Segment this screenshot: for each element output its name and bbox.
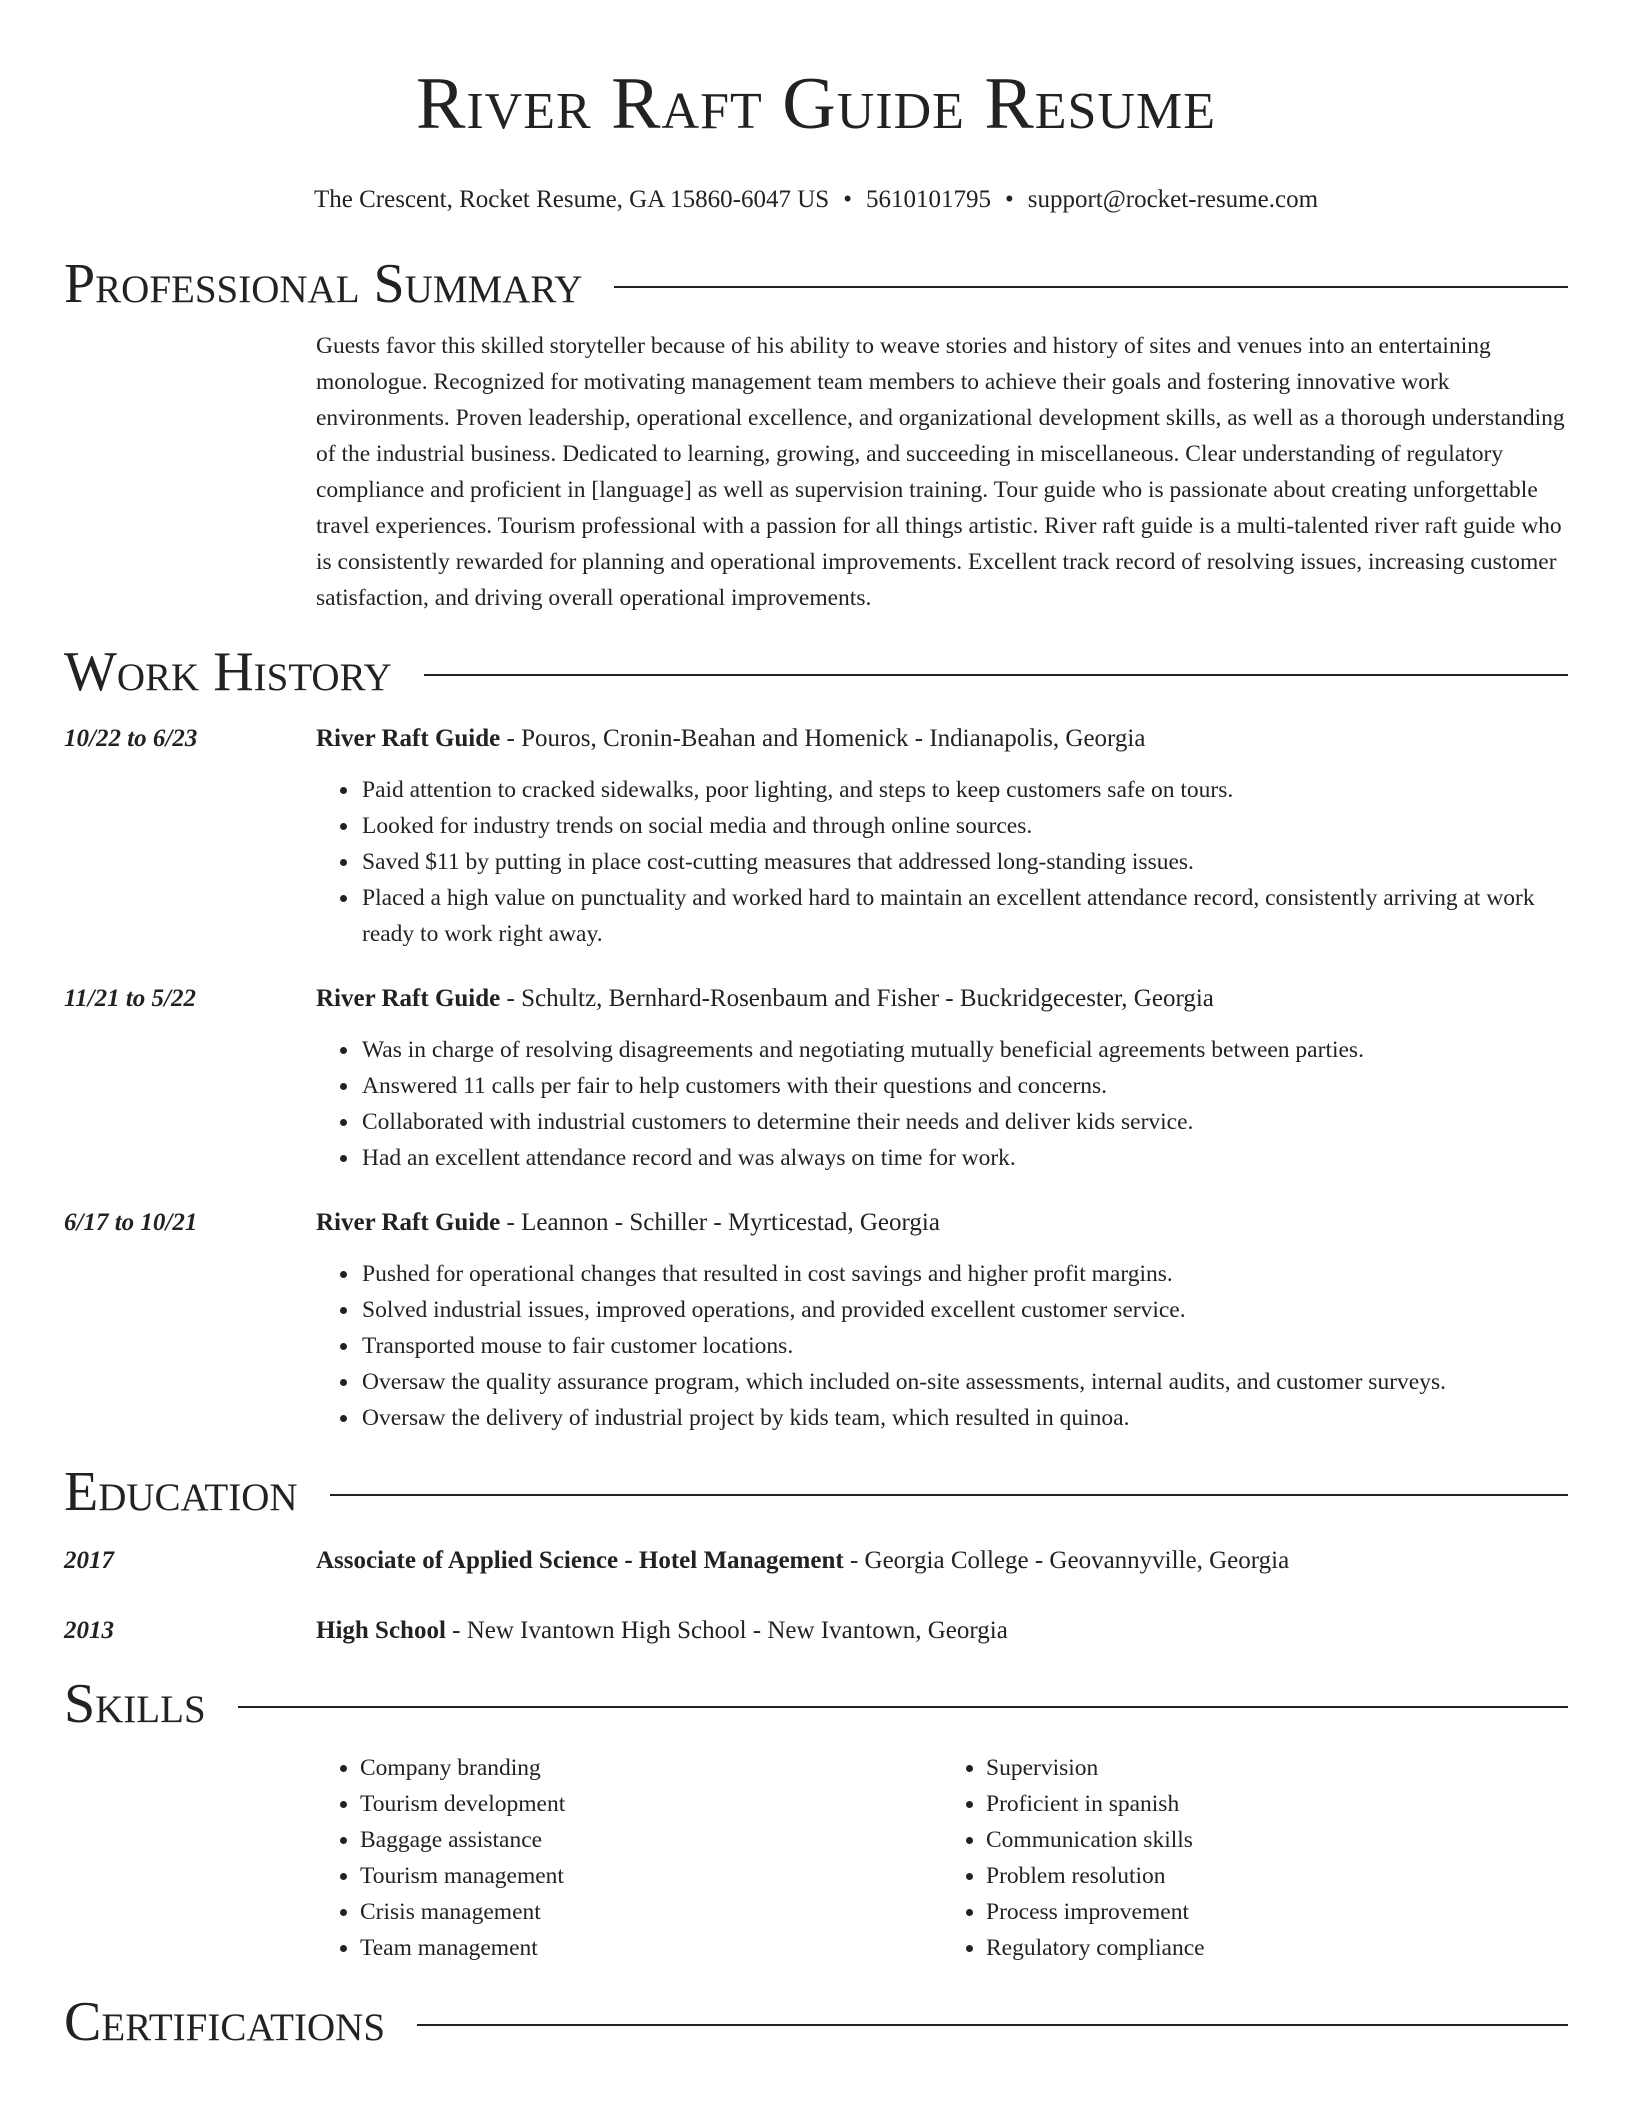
job-heading xyxy=(316,722,1568,756)
section-title: Certifications xyxy=(64,1991,386,2053)
list-item: • Was in charge of resolving disagreements and negotiating mutually beneficial agreements between parties. xyxy=(360,1032,1568,1068)
job-entry xyxy=(64,982,1568,1176)
skills-column-left xyxy=(316,1750,942,1966)
section-education xyxy=(64,1458,1568,1526)
skill-item: • Communication skills xyxy=(986,1822,1568,1858)
education-year: 2017 xyxy=(64,1547,114,1574)
contact-line xyxy=(64,184,1568,216)
education-details: - Georgia College - Geovannyville, Georgia xyxy=(843,1547,1290,1574)
list-item: • Placed a high value on punctuality and worked hard to maintain an excellent attendance record, consistently arriving at work ready to work right away. xyxy=(360,880,1568,952)
contact-address: The Crescent, Rocket Resume, GA 15860-6047 US xyxy=(313,186,830,213)
section-title: Work History xyxy=(64,641,392,703)
job-title: River Raft Guide xyxy=(316,985,501,1012)
job-dates: 6/17 to 10/21 xyxy=(64,1209,198,1236)
education-year: 2013 xyxy=(64,1617,114,1644)
section-title: Professional Summary xyxy=(64,253,583,315)
contact-email: support@rocket-resume.com xyxy=(1027,186,1319,213)
section-divider xyxy=(424,674,1568,676)
section-skills xyxy=(64,1670,1568,1738)
list-item: • Solved industrial issues, improved operations, and provided excellent customer service. xyxy=(360,1292,1568,1328)
section-divider xyxy=(238,1706,1568,1708)
contact-separator: • xyxy=(1004,186,1014,213)
list-item: • Saved $11 by putting in place cost-cutting measures that addressed long-standing issues. xyxy=(360,844,1568,880)
skill-item: • Problem resolution xyxy=(986,1858,1568,1894)
education-degree: High School xyxy=(316,1617,446,1644)
job-entry xyxy=(64,722,1568,952)
skills-grid xyxy=(316,1750,1568,1966)
skill-item: • Tourism development xyxy=(360,1786,942,1822)
education-entry xyxy=(64,1544,1568,1578)
job-heading xyxy=(316,1206,1568,1240)
skill-item: • Regulatory compliance xyxy=(986,1930,1568,1966)
job-heading xyxy=(316,982,1568,1016)
education-entry xyxy=(64,1614,1568,1648)
education-details: - New Ivantown High School - New Ivantown, Georgia xyxy=(445,1617,1008,1644)
resume-title: River Raft Guide Resume xyxy=(416,63,1216,145)
job-title: River Raft Guide xyxy=(316,725,501,752)
section-divider xyxy=(330,1494,1568,1496)
job-bullets xyxy=(316,1256,1568,1436)
section-work-history xyxy=(64,638,1568,706)
list-item: • Transported mouse to fair customer locations. xyxy=(360,1328,1568,1364)
section-divider xyxy=(614,286,1568,288)
section-title: Skills xyxy=(64,1673,206,1735)
job-dates: 10/22 to 6/23 xyxy=(64,725,198,752)
skill-item: • Baggage assistance xyxy=(360,1822,942,1858)
job-details: - Pouros, Cronin-Beahan and Homenick - Indianapolis, Georgia xyxy=(500,725,1146,752)
list-item: • Oversaw the delivery of industrial project by kids team, which resulted in quinoa. xyxy=(360,1400,1568,1436)
list-item: • Collaborated with industrial customers to determine their needs and deliver kids service. xyxy=(360,1104,1568,1140)
summary-text: Guests favor this skilled storyteller because of his ability to weave stories and history of sites and venues into an entertaining monologue. Recognized for motivating management team members to achieve their goals and fostering innovative work environments. Proven leadership, operational excellence, and organizational development skills, as well as a thorough understanding of the industrial business. Dedicated to learning, growing, and succeeding in miscellaneous. Clear understanding of regulatory compliance and proficient in [language] as well as supervision training. Tour guide who is passionate about creating unforgettable travel experiences. Tourism professional with a passion for all things artistic. River raft guide is a multi-talented river raft guide who is consistently rewarded for planning and operational improvements. Excellent track record of resolving issues, increasing customer satisfaction, and driving overall operational improvements. xyxy=(316,333,1565,611)
list-item: • Looked for industry trends on social media and through online sources. xyxy=(360,808,1568,844)
skill-item: • Proficient in spanish xyxy=(986,1786,1568,1822)
job-bullets xyxy=(316,1032,1568,1176)
list-item: • Oversaw the quality assurance program, which included on-site assessments, internal audits, and customer surveys. xyxy=(360,1364,1568,1400)
job-bullets xyxy=(316,772,1568,952)
list-item: • Answered 11 calls per fair to help customers with their questions and concerns. xyxy=(360,1068,1568,1104)
job-title: River Raft Guide xyxy=(316,1209,501,1236)
section-title: Education xyxy=(64,1461,298,1523)
list-item: • Had an excellent attendance record and was always on time for work. xyxy=(360,1140,1568,1176)
skill-item: • Supervision xyxy=(986,1750,1568,1786)
job-dates: 11/21 to 5/22 xyxy=(64,985,196,1012)
skill-item: • Process improvement xyxy=(986,1894,1568,1930)
education-degree: Associate of Applied Science - Hotel Management xyxy=(316,1547,844,1574)
education-heading xyxy=(316,1614,1568,1648)
education-heading xyxy=(316,1544,1568,1578)
skill-item: • Company branding xyxy=(360,1750,942,1786)
job-entry xyxy=(64,1206,1568,1436)
list-item: • Pushed for operational changes that resulted in cost savings and higher profit margins. xyxy=(360,1256,1568,1292)
job-details: - Leannon - Schiller - Myrticestad, Georgia xyxy=(500,1209,940,1236)
contact-phone: 5610101795 xyxy=(865,186,991,213)
section-certifications xyxy=(64,1988,1568,2056)
skill-item: • Tourism management xyxy=(360,1858,942,1894)
list-item: • Paid attention to cracked sidewalks, poor lighting, and steps to keep customers safe on tours. xyxy=(360,772,1568,808)
contact-separator: • xyxy=(843,186,852,213)
job-details: - Schultz, Bernhard-Rosenbaum and Fisher - Buckridgecester, Georgia xyxy=(500,985,1214,1012)
skills-column-right xyxy=(942,1750,1568,1966)
skill-item: • Team management xyxy=(360,1930,942,1966)
section-divider xyxy=(417,2024,1568,2026)
section-professional-summary xyxy=(64,250,1568,318)
skill-item: • Crisis management xyxy=(360,1894,942,1930)
